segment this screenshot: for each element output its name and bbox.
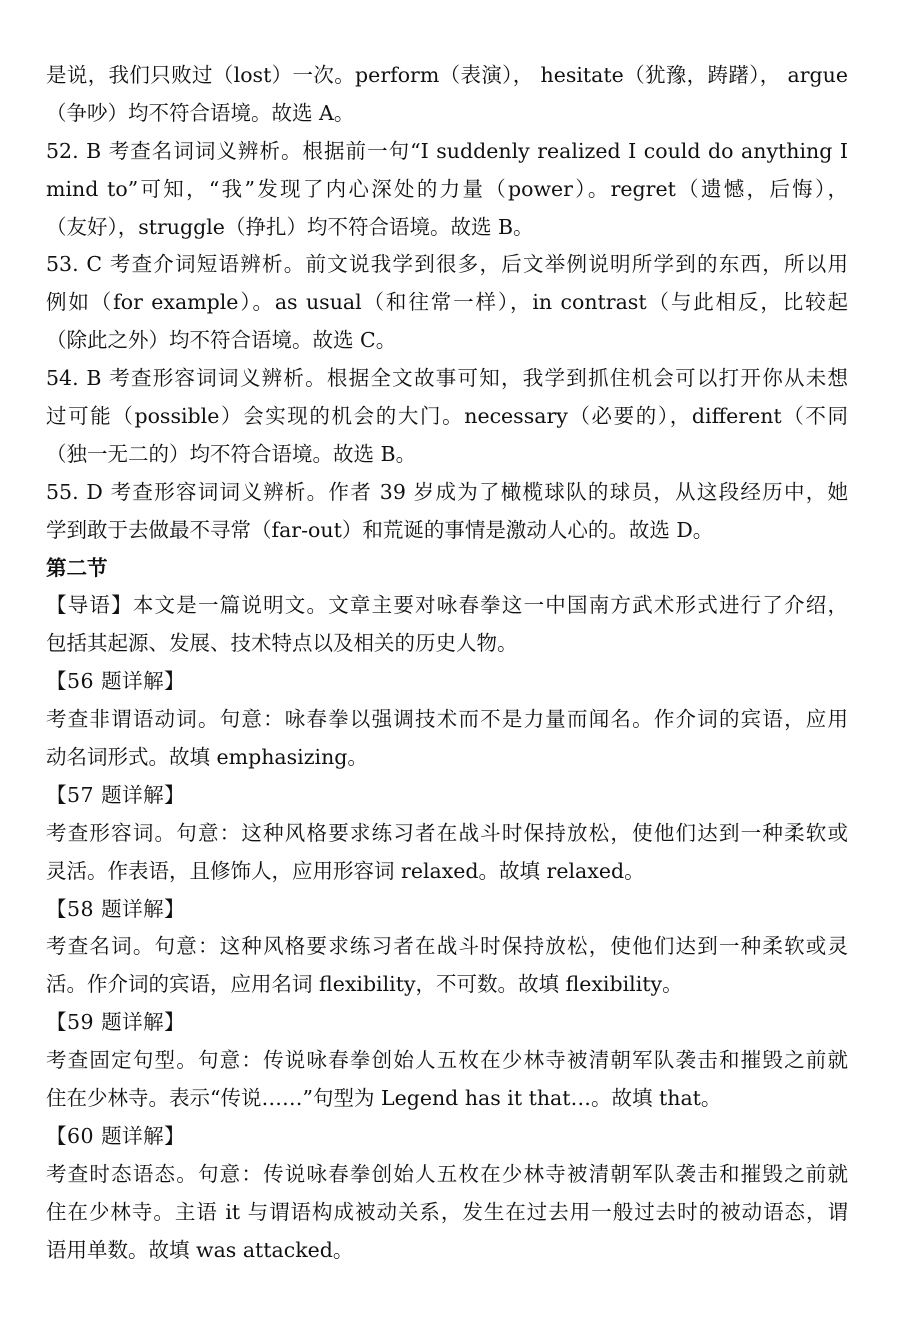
q53-line-1: 53. C 考查介词短语辨析。前文说我学到很多，后文举例说明所学到的东西，所以用	[46, 252, 848, 277]
q51-explanation	[46, 57, 848, 133]
q56-explanation	[46, 663, 848, 777]
q53-explanation	[46, 246, 848, 360]
q57-line-2: 灵活。作表语，且修饰人，应用形容词 relaxed。故填 relaxed。	[46, 858, 645, 883]
q53-line-2: 例如（for example）。as usual（和往常一样），in contrast（与此相反，比较起	[46, 290, 848, 315]
section-2-intro-line-2: 包括其起源、发展、技术特点以及相关的历史人物。	[46, 631, 518, 656]
q59-line-1: 考查固定句型。句意：传说咏春拳创始人五枚在少林寺被清朝军队袭击和摧毁之前就	[46, 1048, 848, 1073]
q58-title: 【58 题详解】	[46, 896, 186, 921]
q51-line-1: 是说，我们只败过（lost）一次。perform（表演）， hesitate（犹豫，踌躇）， argue	[46, 63, 848, 87]
q59-title: 【59 题详解】	[46, 1010, 186, 1035]
q59-explanation	[46, 1004, 848, 1118]
q57-explanation	[46, 777, 848, 891]
q57-title: 【57 题详解】	[46, 782, 186, 807]
q54-line-3: （独一无二的）均不符合语境。故选 B。	[46, 441, 417, 466]
q60-explanation	[46, 1118, 848, 1270]
q58-explanation	[46, 891, 848, 1005]
q56-title: 【56 题详解】	[46, 669, 186, 694]
q59-line-2: 住在少林寺。表示“传说……”句型为 Legend has it that…。故填 that。	[46, 1086, 722, 1111]
q55-line-1: 55. D 考查形容词词义辨析。作者 39 岁成为了橄榄球队的球员，从这段经历中，她	[46, 479, 848, 504]
q56-line-2: 动名词形式。故填 emphasizing。	[46, 745, 368, 770]
q58-line-1: 考查名词。句意：这种风格要求练习者在战斗时保持放松，使他们达到一种柔软或灵	[46, 934, 848, 959]
section-2	[46, 550, 848, 664]
q55-explanation	[46, 474, 848, 550]
q57-line-1: 考查形容词。句意：这种风格要求练习者在战斗时保持放松，使他们达到一种柔软或	[46, 820, 848, 845]
q53-line-3: （除此之外）均不符合语境。故选 C。	[46, 328, 397, 353]
q60-line-3: 语用单数。故填 was attacked。	[46, 1237, 354, 1262]
q51-line-2: （争吵）均不符合语境。故选 A。	[46, 100, 355, 125]
q60-line-1: 考查时态语态。句意：传说咏春拳创始人五枚在少林寺被清朝军队袭击和摧毁之前就	[46, 1161, 848, 1186]
q52-line-1: 52. B 考查名词词义辨析。根据前一句“I suddenly realized I could do anything I	[46, 138, 848, 163]
q54-line-1: 54. B 考查形容词词义辨析。根据全文故事可知，我学到抓住机会可以打开你从未想	[46, 366, 848, 391]
q52-line-3: （友好），struggle（挣扎）均不符合语境。故选 B。	[46, 214, 534, 239]
q54-explanation	[46, 360, 848, 474]
q60-title: 【60 题详解】	[46, 1123, 186, 1148]
q52-explanation	[46, 133, 848, 247]
q54-line-2: 过可能（possible）会实现的机会的大门。necessary（必要的），different（不同	[46, 404, 848, 429]
q58-line-2: 活。作介词的宾语，应用名词 flexibility，不可数。故填 flexibility。	[46, 972, 683, 997]
q55-line-2: 学到敢于去做最不寻常（far-out）和荒诞的事情是激动人心的。故选 D。	[46, 517, 714, 542]
q60-line-2: 住在少林寺。主语 it 与谓语构成被动关系，发生在过去用一般过去时的被动语态，谓	[46, 1199, 848, 1224]
section-2-intro-line-1: 【导语】本文是一篇说明文。文章主要对咏春拳这一中国南方武术形式进行了介绍，	[46, 593, 848, 618]
q56-line-1: 考查非谓语动词。句意：咏春拳以强调技术而不是力量而闻名。作介词的宾语，应用	[46, 707, 848, 732]
section-2-title: 第二节	[46, 555, 108, 580]
q52-line-2: mind to”可知，“我”发现了内心深处的力量（power）。regret（遗憾，后悔），	[46, 176, 848, 201]
